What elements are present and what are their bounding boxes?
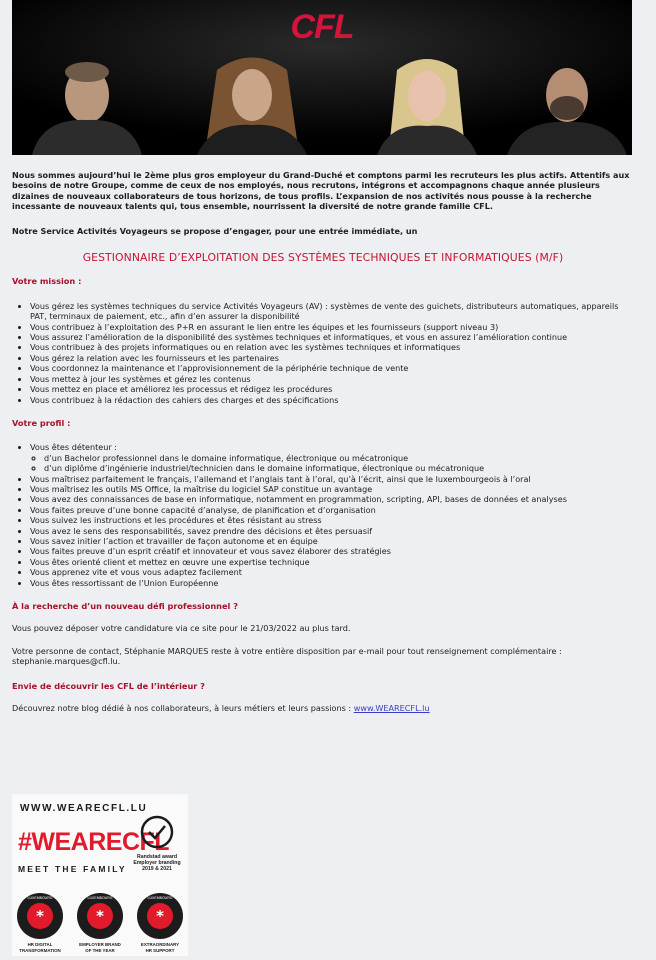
list-item	[30, 442, 634, 473]
discover-text	[12, 703, 634, 713]
star-icon: *	[96, 907, 104, 925]
job-title: GESTIONNAIRE D’EXPLOITATION DES SYSTÈMES TECHNIQUES ET INFORMATIQUES (M/F)	[82, 251, 564, 265]
badge-label: HR DIGITAL	[27, 942, 53, 947]
cfl-logo	[290, 8, 353, 46]
deadline-text: Vous pouvez déposer votre candidature via ce site pour le 21/03/2022 au plus tard.	[12, 623, 351, 634]
contact-text: Votre personne de contact, Stéphanie MARQUES reste à votre entière disposition par e-mail pour tout renseignement complémentaire : stephanie.marques@cfl.lu.	[12, 645, 562, 667]
hashtag-text: #WEARECFL	[18, 828, 170, 856]
hr-award-badge	[137, 893, 183, 953]
job-posting	[12, 170, 634, 713]
badge-top: LUXEMBOURG	[147, 896, 173, 900]
list-item: • Vous faites preuve d’une bonne capacité d’analyse, de planification et d’organisation	[30, 505, 634, 515]
list-item: • Vous apprenez vite et vous vous adaptez facilement	[30, 567, 634, 577]
profile-list	[12, 442, 634, 588]
list-item: • Vous assurez l’amélioration de la disponibilité des systèmes techniques et informatiques, et vous en assurez l’amélioration continue	[30, 332, 634, 342]
list-item: ◦ d’un diplôme d’ingénierie industriel/technicien dans le domaine informatique, électronique ou mécatronique	[44, 463, 634, 473]
badge-label: OF THE YEAR	[85, 948, 115, 953]
list-item: • Vous suivez les instructions et les procédures et êtes résistant au stress	[30, 515, 634, 525]
mission-list	[12, 301, 634, 405]
badge-label: EXTRAORDINARY	[140, 942, 180, 947]
star-icon: *	[156, 907, 164, 925]
badge-label: HR SUPPORT	[145, 948, 175, 953]
badge-top: LUXEMBOURG	[87, 896, 113, 900]
list-item: • Vous mettez à jour les systèmes et gérez les contenus	[30, 374, 634, 384]
list-item: • Vous êtes ressortissant de l’Union Européenne	[30, 578, 634, 588]
list-item: • Vous mettez en place et améliorez les processus et rédigez les procédures	[30, 384, 634, 394]
team-photo	[12, 0, 632, 155]
list-item: • Vous maîtrisez parfaitement le français, l’allemand et l’anglais tant à l’oral, qu’à l’écrit, ainsi que le luxembourgeois à l’oral	[30, 474, 634, 484]
list-item: • Vous avez le sens des responsabilités, savez prendre des décisions et êtes persuasif	[30, 526, 634, 536]
hero-banner	[12, 0, 632, 155]
list-item: • Vous êtes orienté client et mettez en œuvre une expertise technique	[30, 557, 634, 567]
hr-award-badge	[77, 893, 123, 953]
badge-label: EMPLOYER BRAND	[79, 942, 121, 947]
diploma-sublist	[30, 453, 634, 474]
wearecfl-badge	[12, 794, 188, 956]
intro-paragraph: Nous sommes aujourd’hui le 2ème plus gros employeur du Grand-Duché et comptons parmi les recruteurs les plus actifs. Attentifs aux besoins de notre Groupe, comme de ceux de nos employés, nous recrutons, intégrons et accompagnons chaque année plusieurs dizaines de nouveaux collaborateurs de tous horizons, de tous profils. L’expansion de nos activités nous pousse à la recherche incessante de nouveaux talents qui, tous ensemble, nourrissent la diversité de notre grande famille CFL.	[12, 170, 630, 212]
list-item: • Vous contribuez à l’exploitation des P+R en assurant le lien entre les équipes et les fournisseurs (support niveau 3)	[30, 322, 634, 332]
list-item: • Vous maîtrisez les outils MS Office, la maîtrise du logiciel SAP constitue un avantage	[30, 484, 634, 494]
award-line: Employer branding	[133, 860, 181, 866]
hr-award-badge	[17, 893, 63, 953]
badge-label: TRANSFORMATION	[19, 948, 61, 953]
list-item: • Vous gérez la relation avec les fournisseurs et les partenaires	[30, 353, 634, 363]
list-item: • Vous contribuez à des projets informatiques ou en relation avec les systèmes techniques et informatiques	[30, 342, 634, 352]
list-item: ◦ d’un Bachelor professionnel dans le domaine informatique, électronique ou mécatronique	[44, 453, 634, 463]
discover-heading: Envie de découvrir les CFL de l’intérieur ?	[12, 680, 205, 691]
tagline-text: MEET THE FAMILY	[18, 864, 127, 874]
profile-heading: Votre profil :	[12, 417, 71, 428]
list-item: • Vous coordonnez la maintenance et l’approvisionnement de la périphérie technique de vente	[30, 363, 634, 373]
holder-label: Vous êtes détenteur :	[30, 442, 118, 453]
blog-link[interactable]: www.WEARECFL.lu	[353, 703, 430, 714]
list-item: • Vous savez initier l’action et travailler de façon autonome et en équipe	[30, 536, 634, 546]
challenge-heading: À la recherche d’un nouveau défi professionnel ?	[12, 601, 238, 611]
list-item: • Vous contribuez à la rédaction des cahiers des charges et des spécifications	[30, 395, 634, 405]
award-line: Randstad award	[136, 854, 178, 860]
discover-label: Découvrez notre blog dédié à nos collaborateurs, à leurs métiers et leurs passions :	[12, 703, 354, 714]
star-icon: *	[36, 907, 44, 925]
list-item: • Vous avez des connaissances de base en informatique, notamment en programmation, scripting, API, bases de données et analyses	[30, 494, 634, 504]
list-item: • Vous gérez les systèmes techniques du service Activités Voyageurs (AV) : systèmes de vente des guichets, distributeurs automatiques, appareils PAT, terminaux de paiement, etc., afin d’en assurer la disponibilité	[30, 301, 634, 322]
lead-paragraph: Notre Service Activités Voyageurs se propose d’engager, pour une entrée immédiate, un	[12, 225, 418, 236]
svg-text:CFL: CFL	[290, 8, 354, 46]
list-item: • Vous faites preuve d’un esprit créatif et innovateur et vous savez élaborer des stratégies	[30, 546, 634, 556]
site-text: WWW.WEARECFL.LU	[20, 803, 148, 814]
badge-top: LUXEMBOURG	[27, 896, 53, 900]
mission-heading: Votre mission :	[12, 276, 82, 287]
award-line: 2019 & 2021	[142, 866, 172, 872]
